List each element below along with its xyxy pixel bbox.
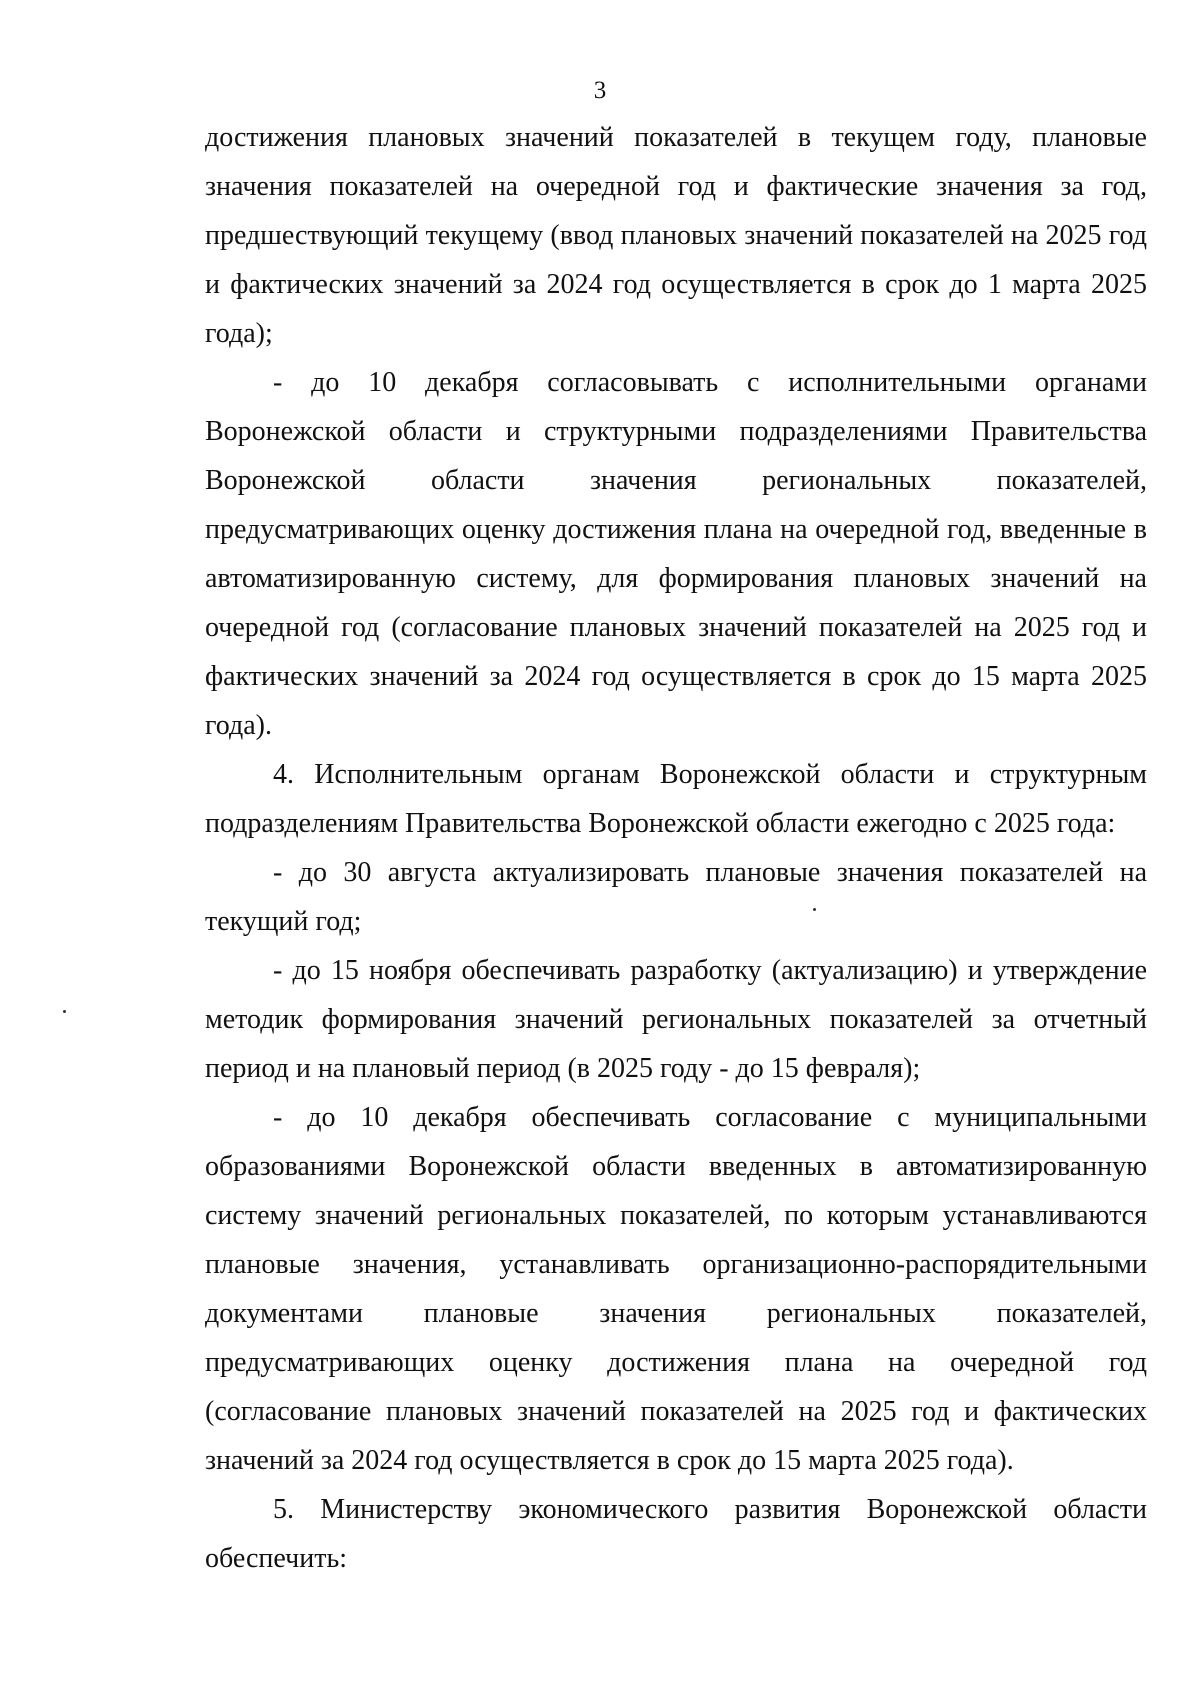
document-body xyxy=(205,113,1147,1583)
paragraph-item-aug30: - до 30 августа актуализировать плановые значения показателей на текущий год; xyxy=(205,857,1147,937)
paragraph-item-nov15: - до 15 ноября обеспечивать разработку (актуализацию) и утверждение методик формирования значений региональных показателей за отчетный период и на плановый период (в 2025 году - до 15 февраля); xyxy=(205,955,1147,1084)
paragraph-item-dec10-municipal: - до 10 декабря обеспечивать согласование с муниципальными образованиями Воронежской области введенных в автоматизированную систему значений региональных показателей, по которым устанавливаются плановые значения, устанавливать организационно-распорядительными документами плановые значения региональных показателей, предусматривающих оценку достижения плана на очередной год (согласование плановых значений показателей на 2025 год и фактических значений за 2024 год осуществляется в срок до 15 марта 2025 года). xyxy=(205,1102,1147,1476)
page-number: 3 xyxy=(593,77,607,104)
paragraph-continuation: достижения плановых значений показателей в текущем году, плановые значения показателей на очередной год и фактические значения за год, предшествующий текущему (ввод плановых значений показателей на 2025 год и фактических значений за 2024 год осуществляется в срок до 1 марта 2025 года); xyxy=(205,122,1147,349)
paragraph-section-4: 4. Исполнительным органам Воронежской области и структурным подразделениям Правительства Воронежской области ежегодно с 2025 года: xyxy=(205,759,1147,839)
paragraph-item-dec10-agree: - до 10 декабря согласовывать с исполнительными органами Воронежской области и структурными подразделениями Правительства Воронежской области значения региональных показателей, предусматривающих оценку достижения плана на очередной год, введенные в автоматизированную систему, для формирования плановых значений на очередной год (согласование плановых значений показателей на 2025 год и фактических значений за 2024 год осуществляется в срок до 15 марта 2025 года). xyxy=(205,367,1147,741)
scan-speck xyxy=(813,908,816,911)
scan-speck xyxy=(63,1010,66,1013)
paragraph-section-5: 5. Министерству экономического развития Воронежской области обеспечить: xyxy=(205,1494,1147,1574)
